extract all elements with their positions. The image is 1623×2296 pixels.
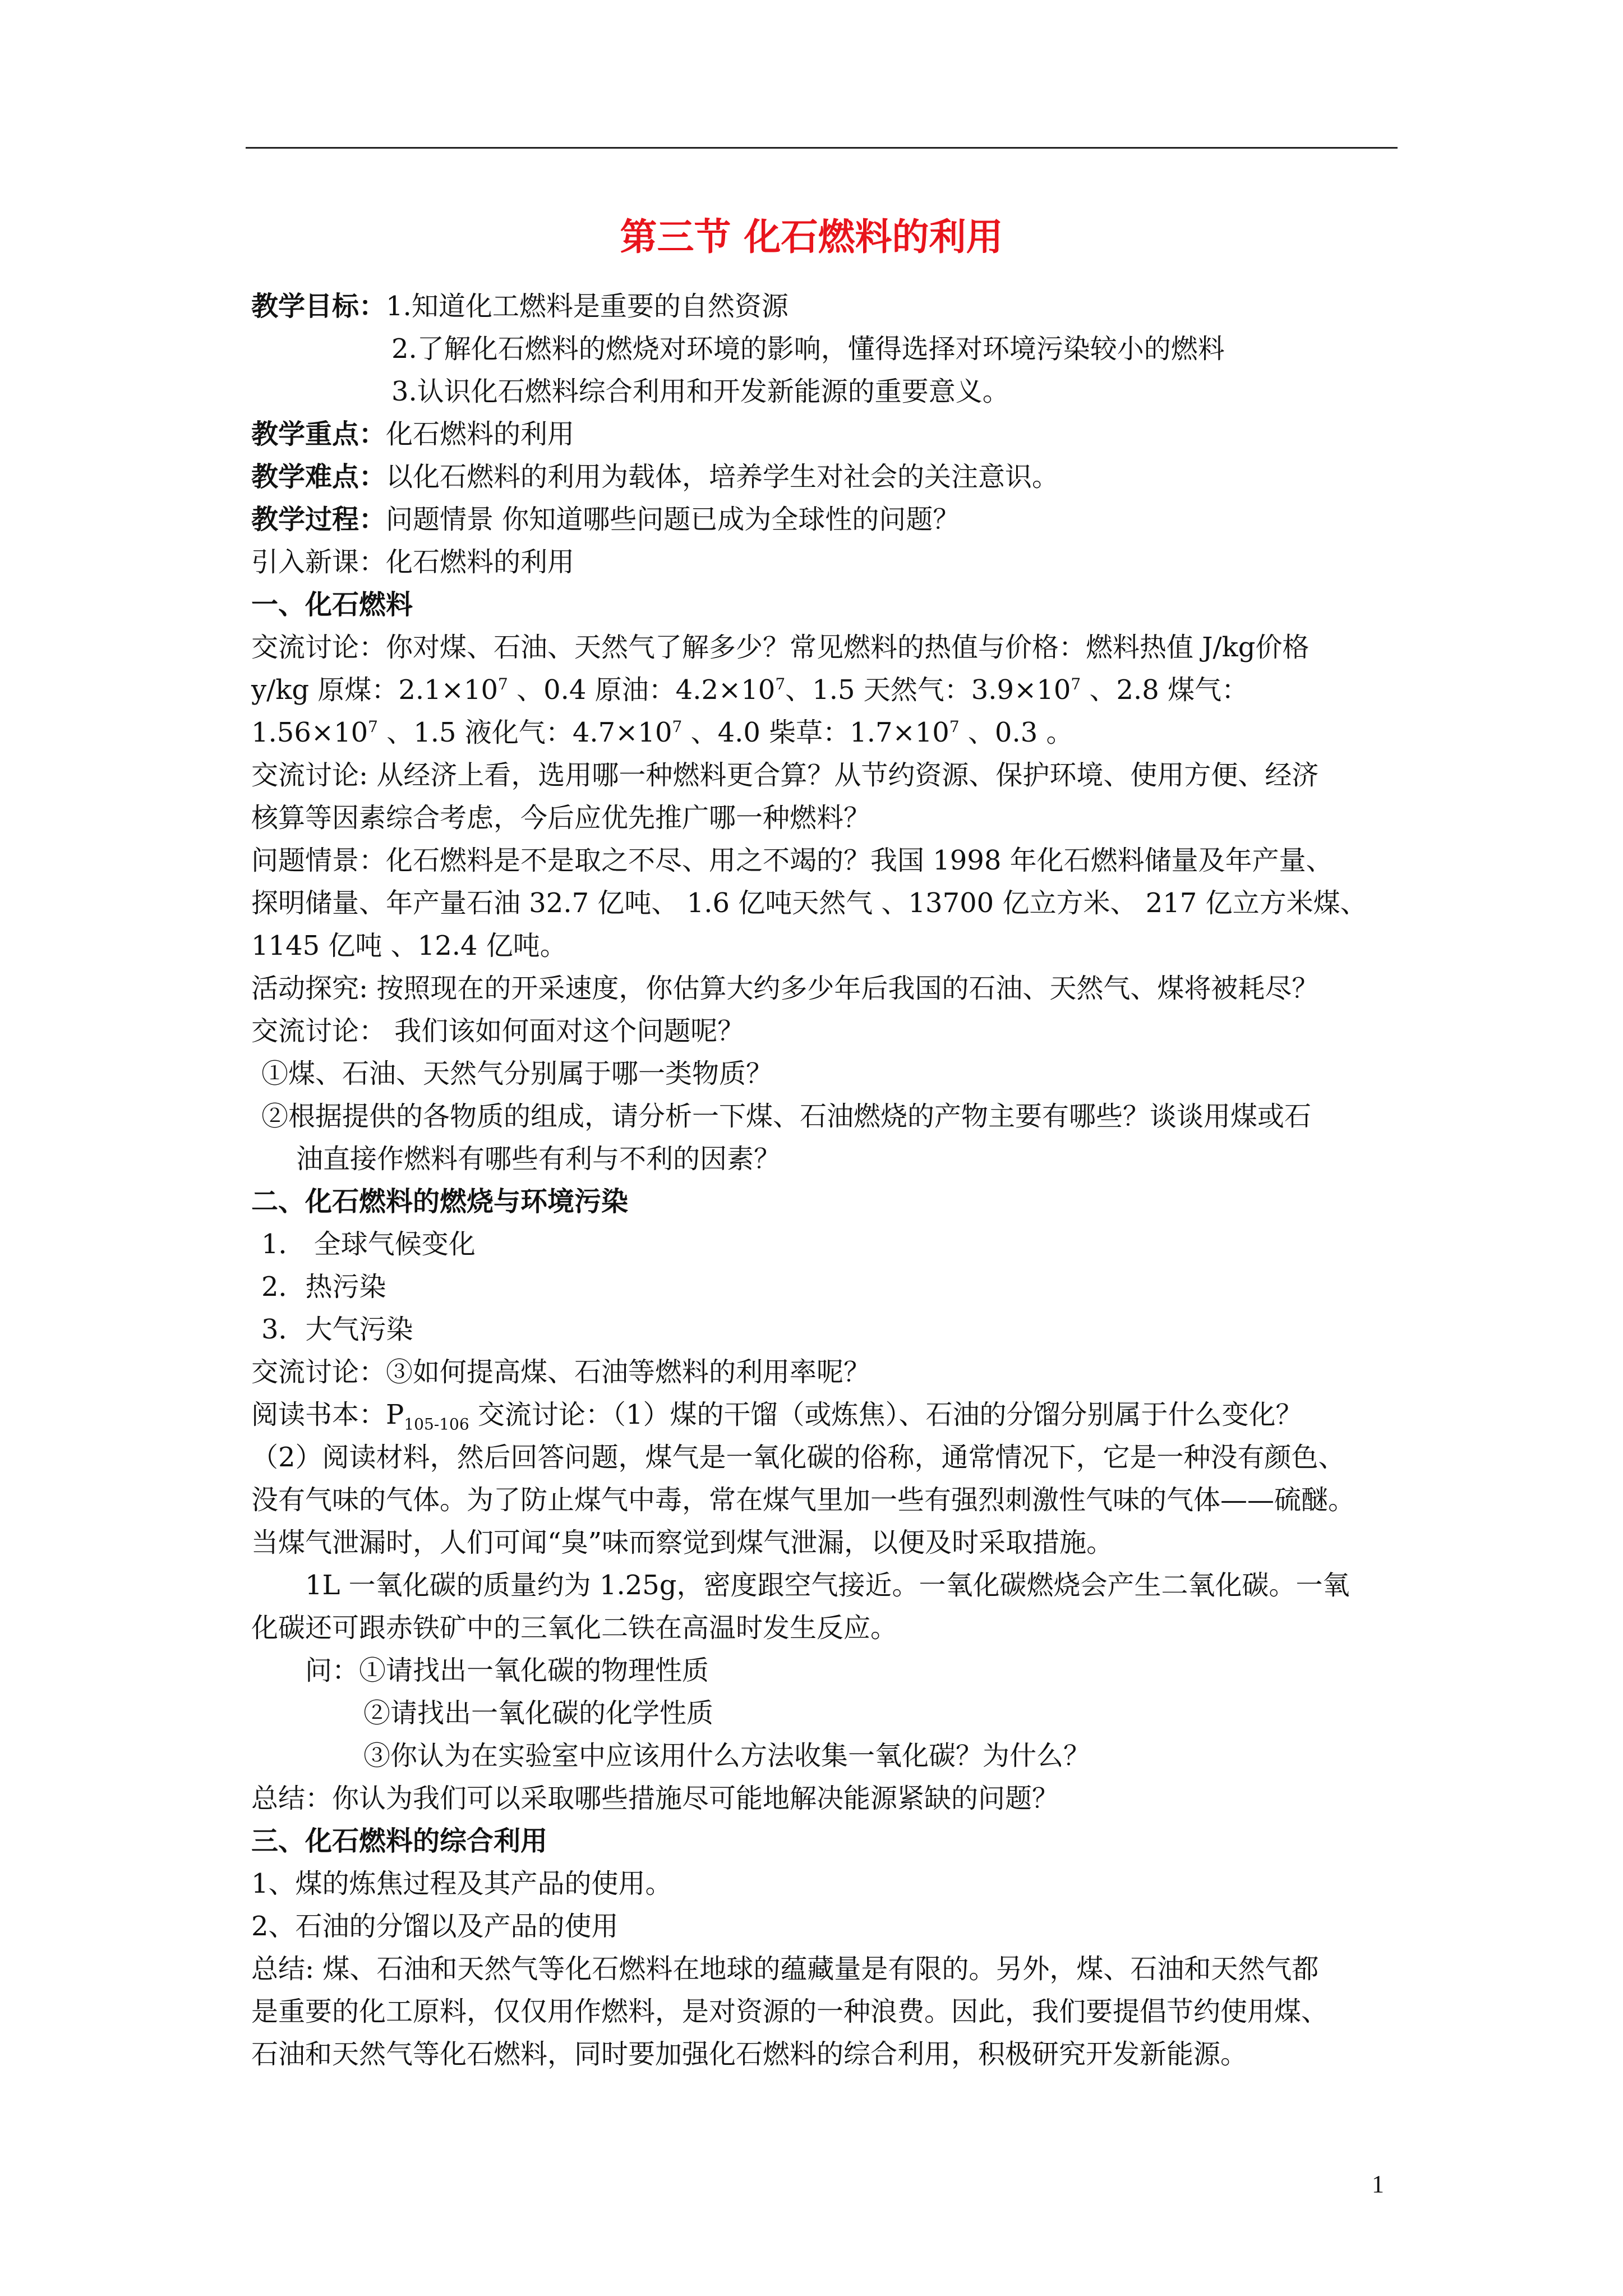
page-number: 1 [1372, 2170, 1384, 2198]
process-label: 教学过程： [251, 504, 386, 535]
page-range-subscript: 105-106 [404, 1415, 469, 1434]
s1-line-6: 问题情景：化石燃料是不是取之不尽、用之不竭的？我国 1998 年化石燃料储量及年产量、 [251, 845, 1333, 876]
key-point-line [251, 413, 1395, 455]
s3-line-5: 石油和天然气等化石燃料，同时要加强化石燃料的综合利用，积极研究开发新能源。 [251, 2039, 1248, 2070]
section-1-heading: 一、化石燃料 [251, 589, 413, 620]
s2-line-8: 当煤气泄漏时，人们可闻“臭”味而察觉到煤气泄漏，以便及时采取措施。 [251, 1527, 1114, 1558]
s3-line-4: 是重要的化工原料，仅仅用作燃料，是对资源的一种浪费。因此，我们要提倡节约使用煤、 [251, 1996, 1329, 2027]
exponent: 7 [1071, 675, 1081, 693]
s1-line-8: 1145 亿吨 、12.4 亿吨。 [251, 930, 567, 961]
s2-line-7: 没有气味的气体。为了防止煤气中毒，常在煤气里加一些有强烈刺激性气味的气体——硫醚。 [251, 1484, 1355, 1516]
text-run: 1.56×10 [251, 717, 368, 748]
s1-line-5: 核算等因素综合考虑，今后应优先推广哪一种燃料？ [251, 802, 871, 834]
key-label: 教学重点： [251, 418, 386, 450]
goals-label: 教学目标： [251, 291, 386, 322]
exponent: 7 [672, 717, 683, 736]
exponent: 7 [368, 717, 378, 736]
text-run: 、1.5 天然气：3.9×10 [785, 674, 1071, 706]
s2-line-13: ③你认为在实验室中应该用什么方法收集一氧化碳？为什么？ [363, 1740, 1091, 1772]
s1-line-4: 交流讨论: 从经济上看，选用哪一种燃料更合算？从节约资源、保护环境、使用方便、经济 [251, 760, 1319, 791]
s2-line-4: 交流讨论：③如何提高煤、石油等燃料的利用率呢？ [251, 1356, 871, 1388]
s2-line-11: 问：①请找出一氧化碳的物理性质 [305, 1655, 709, 1686]
intro-line: 引入新课：化石燃料的利用 [251, 546, 575, 578]
s2-line-14: 总结：你认为我们可以采取哪些措施尽可能地解决能源紧缺的问题？ [251, 1783, 1059, 1814]
goal-1: 1.知道化工燃料是重要的自然资源 [386, 291, 789, 322]
exponent: 7 [775, 675, 786, 693]
text-run: 交流讨论：（1）煤的干馏（或炼焦）、石油的分馏分别属于什么变化？ [469, 1399, 1303, 1430]
text-run: 、4.0 柴草：1.7×10 [682, 717, 949, 748]
s2-line-2: 2．热污染 [261, 1271, 386, 1303]
s3-line-3: 总结: 煤、石油和天然气等化石燃料在地球的蕴藏量是有限的。另外，煤、石油和天然气都 [251, 1953, 1319, 1985]
s1-line-1: 交流讨论：你对煤、石油、天然气了解多少？常见燃料的热值与价格：燃料热值 J/kg价格 [251, 632, 1310, 663]
s1-line-13: 油直接作燃料有哪些有利与不利的因素？ [296, 1143, 781, 1175]
header-rule [246, 147, 1398, 149]
page-title: 第三节 化石燃料的利用 [620, 215, 1003, 259]
s1-line-3 [251, 711, 1395, 754]
s1-line-9: 活动探究: 按照现在的开采速度，你估算大约多少年后我国的石油、天然气、煤将被耗尽？ [251, 973, 1319, 1004]
goals-line-1 [251, 285, 1395, 328]
s2-line-5 [251, 1393, 1395, 1436]
text-run: y/kg 原煤：2.1×10 [251, 674, 498, 706]
s2-line-12: ②请找出一氧化碳的化学性质 [363, 1697, 714, 1729]
exponent: 7 [949, 717, 960, 736]
goal-2: 2.了解化石燃料的燃烧对环境的影响，懂得选择对环境污染较小的燃料 [391, 333, 1225, 365]
key-text: 化石燃料的利用 [386, 418, 575, 450]
s1-line-11: ①煤、石油、天然气分别属于哪一类物质？ [261, 1058, 773, 1089]
text-run: 阅读书本：P [251, 1399, 404, 1430]
exponent: 7 [498, 675, 508, 693]
s3-line-2: 2、石油的分馏以及产品的使用 [251, 1911, 619, 1942]
process-text: 问题情景 你知道哪些问题已成为全球性的问题？ [386, 504, 960, 535]
s2-line-1: 1． 全球气候变化 [261, 1228, 476, 1260]
section-2-heading: 二、化石燃料的燃烧与环境污染 [251, 1186, 629, 1217]
process-line [251, 498, 1395, 541]
difficulty-text: 以化石燃料的利用为载体，培养学生对社会的关注意识。 [386, 461, 1059, 493]
text-run: 、0.4 原油：4.2×10 [508, 674, 776, 706]
text-run: 、2.8 煤气： [1081, 674, 1249, 706]
section-3-heading: 三、化石燃料的综合利用 [251, 1825, 548, 1857]
s1-line-12: ②根据提供的各物质的组成，请分析一下煤、石油燃烧的产物主要有哪些？谈谈用煤或石 [261, 1101, 1312, 1132]
text-run: 、0.3 。 [959, 717, 1073, 748]
s3-line-1: 1、煤的炼焦过程及其产品的使用。 [251, 1868, 672, 1899]
s2-line-9: 1L 一氧化碳的质量约为 1.25g，密度跟空气接近。一氧化碳燃烧会产生二氧化碳。一氧 [305, 1570, 1350, 1601]
s2-line-6: （2）阅读材料，然后回答问题，煤气是一氧化碳的俗称，通常情况下，它是一种没有颜色、 [251, 1442, 1345, 1473]
s2-line-3: 3．大气污染 [261, 1314, 413, 1345]
goal-3: 3.认识化石燃料综合利用和开发新能源的重要意义。 [391, 376, 1009, 407]
s1-line-7: 探明储量、年产量石油 32.7 亿吨、 1.6 亿吨天然气 、13700 亿立方米、 217 亿立方米煤、 [251, 887, 1367, 919]
difficulty-line [251, 455, 1395, 498]
difficulty-label: 教学难点： [251, 461, 386, 493]
s1-line-2 [251, 669, 1395, 711]
document-body [251, 285, 1395, 2076]
s2-line-10: 化碳还可跟赤铁矿中的三氧化二铁在高温时发生反应。 [251, 1612, 898, 1644]
s1-line-10: 交流讨论： 我们该如何面对这个问题呢？ [251, 1015, 745, 1047]
text-run: 、1.5 液化气：4.7×10 [378, 717, 672, 748]
